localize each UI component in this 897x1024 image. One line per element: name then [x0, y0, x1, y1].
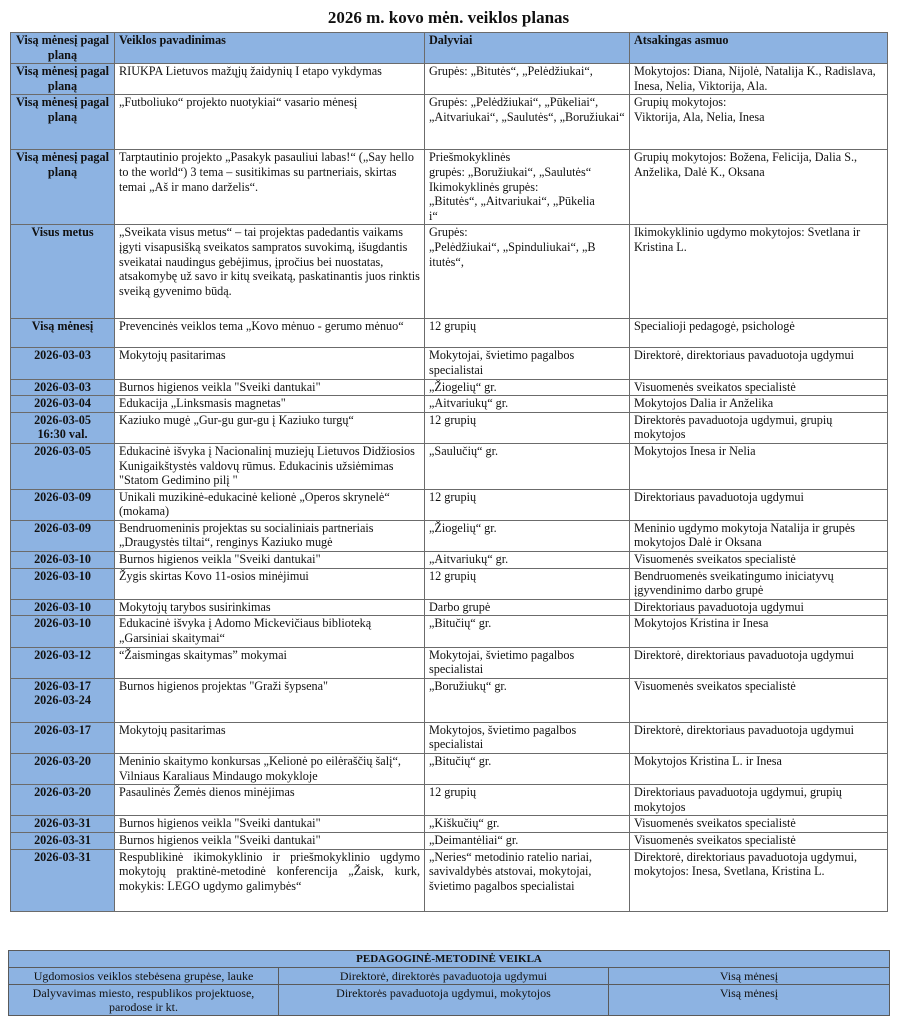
cell-date: 2026-03-10	[11, 599, 115, 616]
ped-activity: Ugdomosios veiklos stebėsena grupėse, lauke	[9, 968, 279, 985]
table-row	[11, 379, 888, 396]
table-row	[11, 678, 888, 722]
cell-participants: 12 grupių	[425, 785, 630, 816]
cell-activity-name: Mokytojų pasitarimas	[115, 722, 425, 753]
cell-responsible: Visuomenės sveikatos specialistė	[630, 832, 888, 849]
header-participants: Dalyviai	[425, 33, 630, 64]
activity-plan-table	[10, 32, 888, 912]
cell-activity-name: Pasaulinės Žemės dienos minėjimas	[115, 785, 425, 816]
table-row	[11, 816, 888, 833]
table-row	[11, 520, 888, 551]
cell-responsible: Direktorė, direktoriaus pavaduotoja ugdymui	[630, 348, 888, 379]
cell-participants: Darbo grupė	[425, 599, 630, 616]
cell-activity-name: Unikali muzikinė-edukacinė kelionė „Operos skrynelė“ (mokama)	[115, 489, 425, 520]
cell-responsible: Visuomenės sveikatos specialistė	[630, 379, 888, 396]
cell-date: 2026-03-17 2026-03-24	[11, 678, 115, 722]
cell-date: 2026-03-03	[11, 348, 115, 379]
table-row	[11, 412, 888, 443]
cell-activity-name: Burnos higienos veikla "Sveiki dantukai"	[115, 816, 425, 833]
cell-responsible: Mokytojos Kristina ir Inesa	[630, 616, 888, 647]
cell-participants: „Boružiukų“ gr.	[425, 678, 630, 722]
cell-date: 2026-03-04	[11, 396, 115, 413]
cell-date: 2026-03-09	[11, 489, 115, 520]
cell-activity-name: „Futboliuko“ projekto nuotykiai“ vasario mėnesį	[115, 95, 425, 150]
cell-responsible: Direktoriaus pavaduotoja ugdymui	[630, 599, 888, 616]
cell-date: 2026-03-05 16:30 val.	[11, 412, 115, 443]
cell-activity-name: Respublikinė ikimokyklinio ir priešmokyklinio ugdymo mokytojų praktinė-metodinė konferencija „Žaisk, kurk, mokykis: LEGO ugdymo galimybės“	[115, 849, 425, 911]
cell-date: 2026-03-10	[11, 616, 115, 647]
cell-date: 2026-03-31	[11, 832, 115, 849]
table-body	[11, 64, 888, 911]
cell-date: 2026-03-31	[11, 849, 115, 911]
cell-participants: Grupės: „Bitutės“, „Pelėdžiukai“,	[425, 64, 630, 95]
cell-activity-name: „Sveikata visus metus“ – tai projektas padedantis vaikams įgyti visapusišką sveikatos sampratos suvokimą, išugdantis sveikatai naudingus gebėjimus, įpročius bei nuostatas, atsakomybę už savo ir kitų sveikatą, paskatinantis juos rinktis sveiką gyvenimo būdą.	[115, 225, 425, 319]
cell-date: 2026-03-12	[11, 647, 115, 678]
cell-participants: „Saulučių“ gr.	[425, 443, 630, 489]
cell-activity-name: Burnos higienos veikla "Sveiki dantukai"	[115, 379, 425, 396]
cell-activity-name: Mokytojų pasitarimas	[115, 348, 425, 379]
cell-responsible: Visuomenės sveikatos specialistė	[630, 678, 888, 722]
cell-participants: Mokytojai, švietimo pagalbos specialistai	[425, 348, 630, 379]
cell-date: 2026-03-10	[11, 552, 115, 569]
cell-date: 2026-03-05	[11, 443, 115, 489]
cell-participants: Priešmokyklinės grupės: „Boružiukai“, „Saulutės“ Ikimokyklinės grupės: „Bitutės“, „Aitvariukai“, „Pūkelia i“	[425, 150, 630, 225]
cell-activity-name: Edukacinė išvyka į Nacionalinį muziejų Lietuvos Didžiosios Kunigaikštystės valdovų rūmus. Edukacinis užsiėmimas "Statom Gedimino pilį "	[115, 443, 425, 489]
cell-responsible: Grupių mokytojos: Božena, Felicija, Dalia S., Anželika, Dalė K., Oksana	[630, 150, 888, 225]
table-row	[11, 616, 888, 647]
ped-responsible: Direktorė, direktorės pavaduotoja ugdymui	[279, 968, 609, 985]
page-title: 2026 m. kovo mėn. veiklos planas	[327, 8, 570, 27]
cell-activity-name: Edukacija „Linksmasis magnetas"	[115, 396, 425, 413]
cell-responsible: Mokytojos Inesa ir Nelia	[630, 443, 888, 489]
cell-activity-name: RIUKPA Lietuvos mažųjų žaidynių I etapo vykdymas	[115, 64, 425, 95]
cell-date: Visą mėnesį pagal planą	[11, 64, 115, 95]
table-row	[11, 849, 888, 911]
table-row	[11, 150, 888, 225]
header-responsible: Atsakingas asmuo	[630, 33, 888, 64]
ped-time: Visą mėnesį	[609, 968, 890, 985]
cell-responsible: Mokytojos: Diana, Nijolė, Natalija K., Radislava, Inesa, Nelia, Viktorija, Ala.	[630, 64, 888, 95]
cell-date: Visą mėnesį	[11, 319, 115, 348]
cell-date: Visus metus	[11, 225, 115, 319]
cell-date: 2026-03-10	[11, 568, 115, 599]
cell-participants: „Deimantėliai“ gr.	[425, 832, 630, 849]
ped-time: Visą mėnesį	[609, 985, 890, 1016]
cell-date: 2026-03-31	[11, 816, 115, 833]
table-row	[11, 225, 888, 319]
cell-participants: „Aitvariukų“ gr.	[425, 552, 630, 569]
table-row	[11, 647, 888, 678]
table-header-row	[11, 33, 888, 64]
cell-activity-name: Prevencinės veiklos tema „Kovo mėnuo - gerumo mėnuo“	[115, 319, 425, 348]
cell-activity-name: Edukacinė išvyka į Adomo Mickevičiaus biblioteką „Garsiniai skaitymai“	[115, 616, 425, 647]
cell-participants: „Žiogelių“ gr.	[425, 520, 630, 551]
table-row	[11, 785, 888, 816]
cell-date: 2026-03-20	[11, 754, 115, 785]
pedagogical-row	[9, 968, 890, 985]
cell-activity-name: Tarptautinio projekto „Pasakyk pasauliui labas!“ („Say hello to the world“) 3 tema – susitikimas su partneriais, skirtas temai „Aš ir mano darželis“.	[115, 150, 425, 225]
table-row	[11, 754, 888, 785]
cell-participants: „Neries“ metodinio ratelio nariai, savivaldybės atstovai, mokytojai, švietimo pagalbos specialistai	[425, 849, 630, 911]
cell-responsible: Visuomenės sveikatos specialistė	[630, 552, 888, 569]
pedagogical-heading: PEDAGOGINĖ-METODINĖ VEIKLA	[9, 951, 890, 968]
cell-responsible: Direktorė, direktoriaus pavaduotoja ugdymui	[630, 722, 888, 753]
cell-activity-name: Meninio skaitymo konkursas „Kelionė po eilėraščių šalį“, Vilniaus Karaliaus Mindaugo mokykloje	[115, 754, 425, 785]
cell-activity-name: Burnos higienos veikla "Sveiki dantukai"	[115, 552, 425, 569]
cell-participants: „Aitvariukų“ gr.	[425, 396, 630, 413]
cell-responsible: Specialioji pedagogė, psichologė	[630, 319, 888, 348]
table-row	[11, 722, 888, 753]
cell-participants: „Bitučių“ gr.	[425, 754, 630, 785]
table-row	[11, 396, 888, 413]
table-row	[11, 348, 888, 379]
table-row	[11, 568, 888, 599]
cell-activity-name: Burnos higienos projektas "Graži šypsena"	[115, 678, 425, 722]
ped-responsible: Direktorės pavaduotoja ugdymui, mokytojos	[279, 985, 609, 1016]
cell-responsible: Direktoriaus pavaduotoja ugdymui	[630, 489, 888, 520]
cell-activity-name: Mokytojų tarybos susirinkimas	[115, 599, 425, 616]
cell-date: 2026-03-17	[11, 722, 115, 753]
cell-responsible: Meninio ugdymo mokytoja Natalija ir grupės mokytojos Dalė ir Oksana	[630, 520, 888, 551]
cell-activity-name: Žygis skirtas Kovo 11-osios minėjimui	[115, 568, 425, 599]
cell-responsible: Mokytojos Dalia ir Anželika	[630, 396, 888, 413]
table-row	[11, 599, 888, 616]
cell-date: Visą mėnesį pagal planą	[11, 150, 115, 225]
cell-responsible: Direktorė, direktoriaus pavaduotoja ugdymui, mokytojos: Inesa, Svetlana, Kristina L.	[630, 849, 888, 911]
pedagogical-row	[9, 985, 890, 1016]
cell-participants: Mokytojai, švietimo pagalbos specialistai	[425, 647, 630, 678]
cell-date: 2026-03-03	[11, 379, 115, 396]
pedagogical-table	[8, 950, 890, 1016]
pedagogical-heading-row	[9, 951, 890, 968]
cell-participants: 12 grupių	[425, 568, 630, 599]
cell-activity-name: “Žaismingas skaitymas” mokymai	[115, 647, 425, 678]
cell-activity-name: Kaziuko mugė „Gur-gu gur-gu į Kaziuko turgų“	[115, 412, 425, 443]
table-row	[11, 552, 888, 569]
table-row	[11, 443, 888, 489]
cell-responsible: Direktoriaus pavaduotoja ugdymui, grupių mokytojos	[630, 785, 888, 816]
header-activity-name: Veiklos pavadinimas	[115, 33, 425, 64]
cell-participants: Mokytojos, švietimo pagalbos specialistai	[425, 722, 630, 753]
cell-date: 2026-03-09	[11, 520, 115, 551]
cell-participants: Grupės: „Pelėdžiukai“, „Pūkeliai“, „Aitvariukai“, „Saulutės“, „Boružiukai“	[425, 95, 630, 150]
cell-responsible: Direktorės pavaduotoja ugdymui, grupių mokytojos	[630, 412, 888, 443]
cell-responsible: Mokytojos Kristina L. ir Inesa	[630, 754, 888, 785]
table-row	[11, 95, 888, 150]
ped-activity: Dalyvavimas miesto, respublikos projektuose, parodose ir kt.	[9, 985, 279, 1016]
cell-date: Visą mėnesį pagal planą	[11, 95, 115, 150]
cell-participants: 12 grupių	[425, 319, 630, 348]
cell-participants: „Bitučių“ gr.	[425, 616, 630, 647]
cell-participants: 12 grupių	[425, 489, 630, 520]
cell-participants: „Žiogelių“ gr.	[425, 379, 630, 396]
cell-responsible: Ikimokyklinio ugdymo mokytojos: Svetlana ir Kristina L.	[630, 225, 888, 319]
table-row	[11, 489, 888, 520]
cell-participants: 12 grupių	[425, 412, 630, 443]
cell-responsible: Visuomenės sveikatos specialistė	[630, 816, 888, 833]
cell-date: 2026-03-20	[11, 785, 115, 816]
cell-activity-name: Burnos higienos veikla "Sveiki dantukai"	[115, 832, 425, 849]
cell-participants: „Kiškučių“ gr.	[425, 816, 630, 833]
table-row	[11, 832, 888, 849]
table-row	[11, 64, 888, 95]
cell-responsible: Bendruomenės sveikatingumo iniciatyvų įgyvendinimo darbo grupė	[630, 568, 888, 599]
cell-participants: Grupės: „Pelėdžiukai“, „Spinduliukai“, „B itutės“,	[425, 225, 630, 319]
cell-responsible: Direktorė, direktoriaus pavaduotoja ugdymui	[630, 647, 888, 678]
cell-activity-name: Bendruomeninis projektas su socialiniais partneriais „Draugystės tiltai“, renginys Kaziuko mugė	[115, 520, 425, 551]
header-date: Visą mėnesį pagal planą	[11, 33, 115, 64]
table-row	[11, 319, 888, 348]
cell-responsible: Grupių mokytojos: Viktorija, Ala, Nelia, Inesa	[630, 95, 888, 150]
